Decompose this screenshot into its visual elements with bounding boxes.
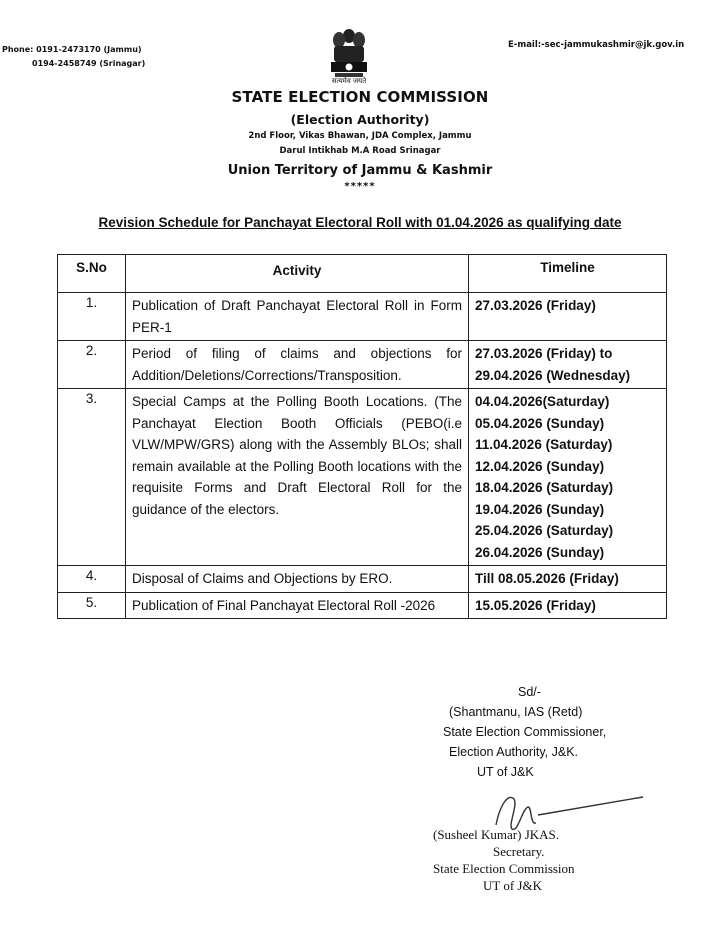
timeline-date: 05.04.2026 (Sunday) [475, 415, 605, 431]
row-sno: 3. [58, 389, 126, 566]
stars-divider: ***** [344, 181, 376, 192]
table-row [58, 389, 667, 566]
signatory-commissioner [443, 682, 606, 782]
timeline-date: 19.04.2026 (Sunday) [475, 501, 605, 517]
timeline-date: Till 08.05.2026 (Friday) [475, 571, 619, 586]
secretary-ut: UT of J&K [483, 878, 542, 893]
timeline-date: 25.04.2026 (Saturday) [475, 523, 614, 538]
timeline-date: 12.04.2026 (Sunday) [475, 458, 605, 474]
row-sno: 5. [58, 592, 126, 619]
row-timeline [469, 341, 667, 389]
row-sno: 2. [58, 341, 126, 389]
row-sno: 1. [58, 293, 126, 341]
schedule-table [57, 254, 667, 619]
header-sno: S.No [58, 255, 126, 293]
phone-jammu: Phone: 0191-2473170 (Jammu) [2, 45, 142, 54]
table-row [58, 566, 667, 593]
emblem-motto: सत्यमेव जयते [331, 77, 367, 85]
union-territory: Union Territory of Jammu & Kashmir [227, 163, 493, 178]
row-timeline [469, 592, 667, 619]
secretary-office: State Election Commission [433, 861, 575, 876]
phone-block [2, 43, 145, 71]
table-row [58, 341, 667, 389]
header-activity: Activity [126, 255, 469, 293]
commissioner-name: (Shantmanu, IAS (Retd) [449, 705, 583, 719]
row-sno: 4. [58, 566, 126, 593]
row-activity: Disposal of Claims and Objections by ERO. [126, 566, 469, 593]
address-line-1: 2nd Floor, Vikas Bhawan, JDA Complex, Jammu [248, 131, 472, 141]
commissioner-ut: UT of J&K [477, 765, 534, 779]
table-row [58, 592, 667, 619]
table-header-row [58, 255, 667, 293]
commissioner-authority: Election Authority, J&K. [449, 745, 578, 759]
timeline-date: 27.03.2026 (Friday) to [475, 346, 613, 361]
signatory-secretary [433, 826, 575, 894]
sd-mark: Sd/- [518, 685, 541, 699]
row-activity: Special Camps at the Polling Booth Locations. (The Panchayat Election Booth Officials (PEBO(i.e VLW/MPW/GRS) along with the Assembly BLOs; shall remain available at the Polling Booth locations with the requisite Forms and Draft Electoral Roll for the guidance of the electors. [126, 389, 469, 566]
timeline-date: 18.04.2026 (Saturday) [475, 480, 614, 495]
row-timeline [469, 293, 667, 341]
row-activity: Period of filing of claims and objections for Addition/Deletions/Corrections/Transposition. [126, 341, 469, 389]
row-activity: Publication of Final Panchayat Electoral Roll -2026 [126, 592, 469, 619]
timeline-date: 11.04.2026 (Saturday) [475, 437, 613, 452]
document-heading: Revision Schedule for Panchayat Electoral Roll with 01.04.2026 as qualifying date [98, 215, 622, 230]
commissioner-designation: State Election Commissioner, [443, 725, 607, 739]
row-timeline [469, 389, 667, 566]
row-timeline [469, 566, 667, 593]
timeline-date: 15.05.2026 (Friday) [475, 597, 596, 613]
header-timeline: Timeline [469, 255, 667, 293]
commission-subtitle: (Election Authority) [290, 112, 430, 127]
timeline-date: 27.03.2026 (Friday) [475, 298, 596, 313]
timeline-date: 26.04.2026 (Sunday) [475, 544, 605, 560]
address-line-2: Darul Intikhab M.A Road Srinagar [279, 146, 441, 156]
row-activity: Publication of Draft Panchayat Electoral Roll in Form PER-1 [126, 293, 469, 341]
secretary-designation: Secretary. [493, 844, 545, 859]
email-address: E-mail:-sec-jammukashmir@jk.gov.in [508, 40, 685, 50]
commission-title: STATE ELECTION COMMISSION [231, 88, 489, 106]
secretary-name: (Susheel Kumar) JKAS. [433, 827, 560, 842]
state-emblem [324, 22, 374, 94]
table-row [58, 293, 667, 341]
phone-srinagar: 0194-2458749 (Srinagar) [32, 59, 146, 68]
timeline-date: 29.04.2026 (Wednesday) [475, 367, 631, 383]
timeline-date: 04.04.2026(Saturday) [475, 394, 610, 409]
